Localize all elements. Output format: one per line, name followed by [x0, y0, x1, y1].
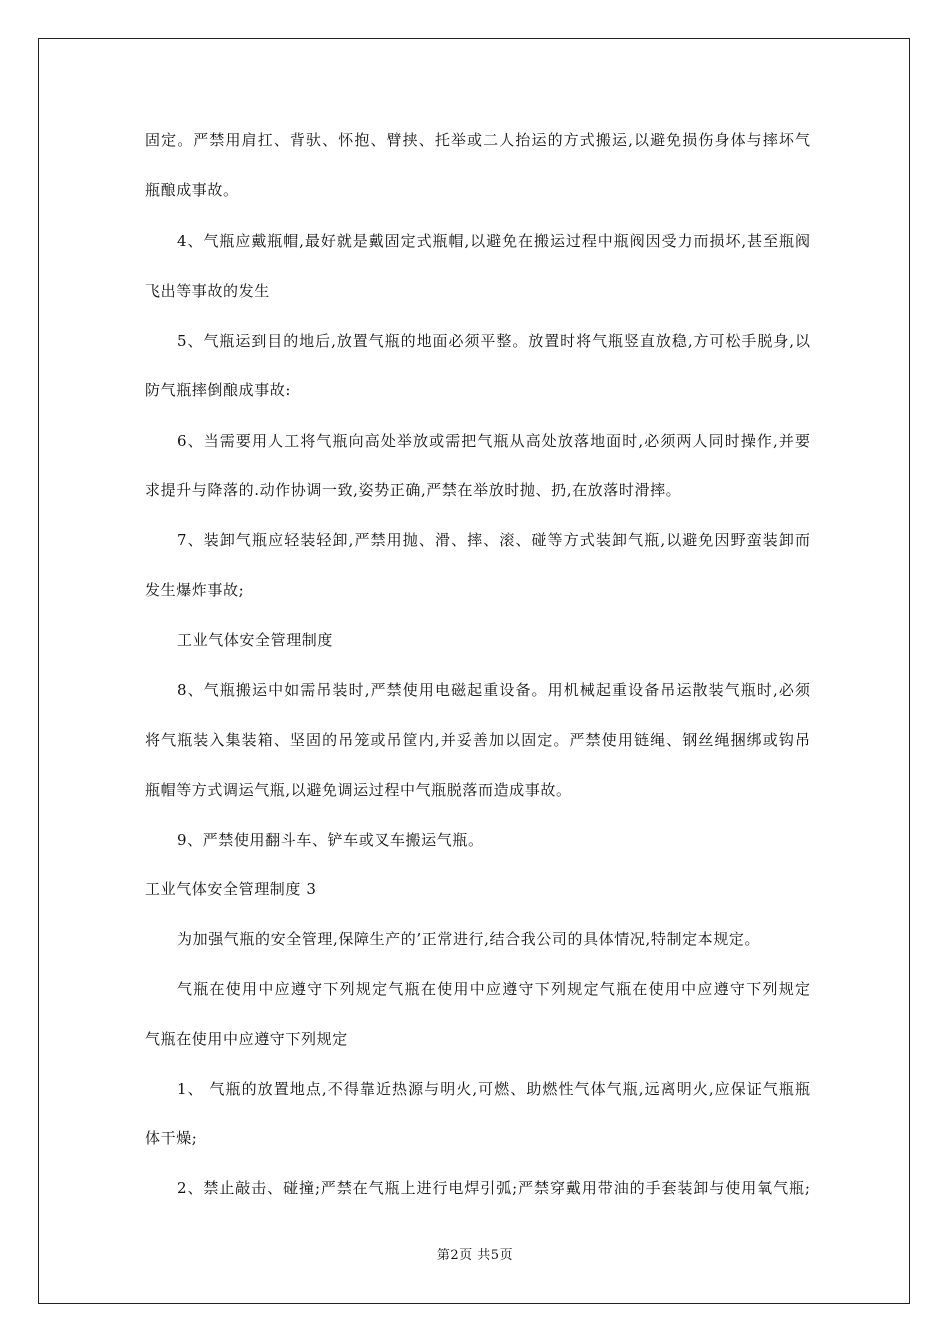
- text-line: 气瓶在使用中应遵守下列规定: [145, 1030, 348, 1048]
- text-line: 5、气瓶运到目的地后,放置气瓶的地面必须平整。放置时将气瓶竖直放稳,方可松手脱身,以: [177, 332, 810, 350]
- text-line: 发生爆炸事故;: [145, 581, 245, 599]
- page-border: [38, 38, 910, 1304]
- text-line: 求提升与降落的.动作协调一致,姿势正确,严禁在举放时抛、扔,在放落时滑摔。: [145, 481, 682, 499]
- text-line: 飞出等事故的发生: [145, 282, 270, 300]
- section-heading: 工业气体安全管理制度: [177, 631, 334, 649]
- text-line: 6、当需要用人工将气瓶向高处举放或需把气瓶从高处放落地面时,必须两人同时操作,并要: [177, 432, 810, 450]
- text-line: 瓶酿成事故。: [145, 181, 239, 199]
- text-line: 9、严禁使用翻斗车、铲车或叉车搬运气瓶。: [177, 831, 484, 849]
- text-line: 1、 气瓶的放置地点,不得靠近热源与明火,可燃、助燃性气体气瓶,远离明火,应保证气瓶瓶: [177, 1080, 810, 1098]
- text-line: 瓶帽等方式调运气瓶,以避免调运过程中气瓶脱落而造成事故。: [145, 781, 572, 799]
- text-line: 防气瓶摔倒酿成事故:: [145, 381, 292, 399]
- text-line: 体干燥;: [145, 1129, 198, 1147]
- text-line: 7、装卸气瓶应轻装轻卸,严禁用抛、滑、摔、滚、碰等方式装卸气瓶,以避免因野蛮装卸而: [177, 531, 810, 549]
- section-heading: 工业气体安全管理制度 3: [145, 880, 317, 898]
- page-number: 第2页 共5页: [436, 1248, 514, 1263]
- text-line: 为加强气瓶的安全管理,保障生产的’正常进行,结合我公司的具体情况,特制定本规定。: [177, 930, 761, 948]
- text-line: 2、禁止敲击、碰撞;严禁在气瓶上进行电焊引弧;严禁穿戴用带油的手套装卸与使用氧气瓶;: [177, 1179, 810, 1197]
- text-line: 固定。严禁用肩扛、背驮、怀抱、臂挟、托举或二人抬运的方式搬运,以避免损伤身体与摔坏气: [145, 131, 810, 149]
- text-line: 8、气瓶搬运中如需吊装时,严禁使用电磁起重设备。用机械起重设备吊运散装气瓶时,必须: [177, 681, 810, 699]
- text-line: 气瓶在使用中应遵守下列规定气瓶在使用中应遵守下列规定气瓶在使用中应遵守下列规定: [177, 980, 810, 998]
- text-line: 4、气瓶应戴瓶帽,最好就是戴固定式瓶帽,以避免在搬运过程中瓶阀因受力而损坏,甚至瓶阀: [177, 232, 810, 250]
- text-line: 将气瓶装入集装箱、坚固的吊笼或吊筐内,并妥善加以固定。严禁使用链绳、钢丝绳捆绑或钩吊: [145, 731, 810, 749]
